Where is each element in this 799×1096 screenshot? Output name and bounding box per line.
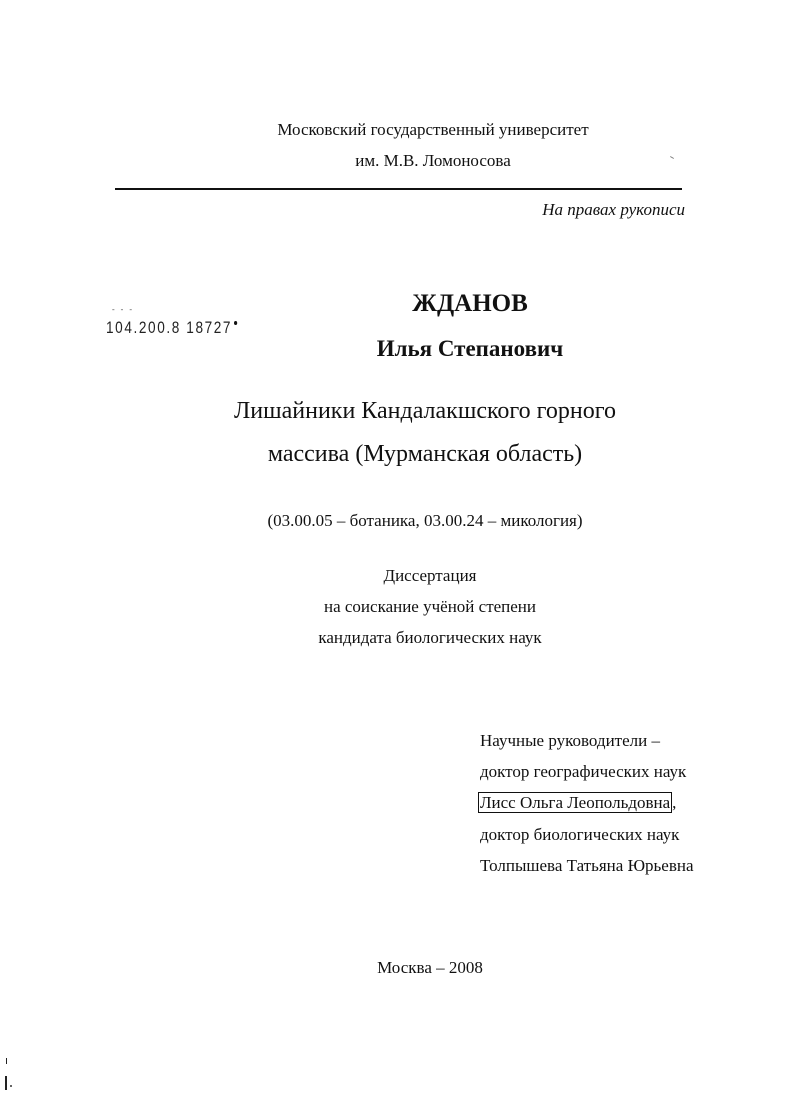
specialty-codes: (03.00.05 – ботаника, 03.00.24 – микология) [267,511,583,530]
supervisor1-suffix: , [672,793,677,812]
scan-speck [670,156,674,159]
supervisors-heading: Научные руководители – [480,731,660,750]
supervisor1-name: Лисс Ольга Леопольдовна [480,793,671,812]
degree-field: кандидата биологических наук [318,628,542,647]
stamp-dot-icon [234,321,237,325]
thesis-title-line1: Лишайники Кандалакшского горного [234,398,616,424]
stamp-code: 104.200.8 18727 [106,318,233,337]
library-stamp [106,318,237,338]
supervisor1-degree: доктор географических наук [480,762,687,781]
header-divider [115,188,682,190]
supervisor1-name-line [480,793,676,813]
manuscript-note: На правах рукописи [542,200,685,219]
degree-type: Диссертация [383,566,477,585]
scan-mark [6,1058,7,1064]
author-given-names: Илья Степанович [376,336,564,361]
university-name: Московский государственный университет [277,120,589,139]
author-surname: ЖДАНОВ [412,290,528,317]
scan-mark [10,1085,12,1087]
university-subtitle: им. М.В. Ломоносова [355,151,511,170]
stamp-marks: - - - [112,305,134,314]
city-year: Москва – 2008 [377,958,483,977]
scan-mark [5,1076,7,1090]
supervisor2-name: Толпышева Татьяна Юрьевна [480,856,694,875]
thesis-title-line2: массива (Мурманская область) [267,441,583,467]
supervisor2-degree: доктор биологических наук [480,825,680,844]
degree-purpose: на соискание учёной степени [323,597,537,616]
